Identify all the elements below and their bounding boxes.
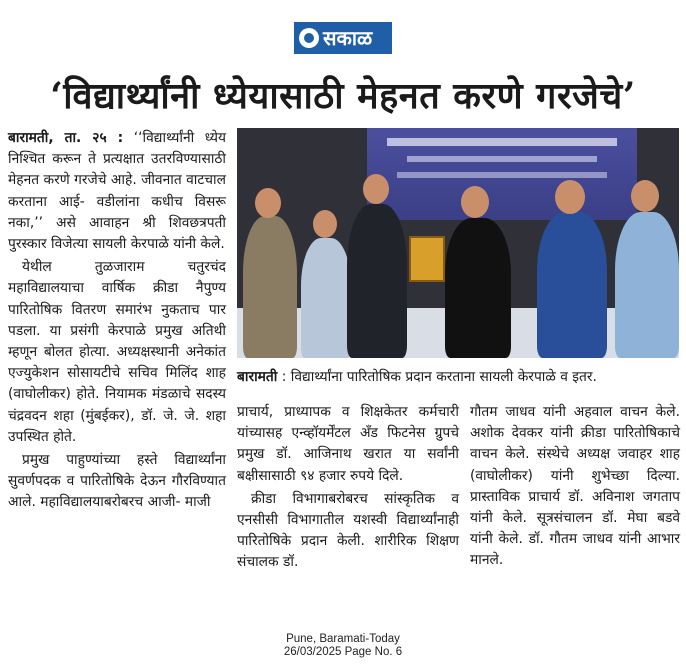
article-paragraph: प्रमुख पाहुण्यांच्या हस्ते विद्यार्थ्यांना सुवर्णपदक व पारितोषिके देऊन गौरविण्यात आले. महाविद्यालयाबरोबरच आजी- माजी (8, 452, 226, 511)
article-paragraph: क्रीडा विभागाबरोबरच सांस्कृतिक व एनसीसी विभागातील यशस्वी विद्यार्थ्यांनाही पारितोषिके प्रदान केली. शारीरिक शिक्षण संचालक डॉ. (237, 490, 459, 571)
sakal-emblem-icon (299, 28, 319, 48)
article-column-1 (8, 128, 226, 516)
trophy-plaque-icon (409, 236, 445, 282)
caption-place: बारामती (237, 369, 278, 385)
article-paragraph: गौतम जाधव यांनी अहवाल वाचन केले. अशोक देवकर यांनी क्रीडा पारितोषिकाचे वाचन केले. संस्थेचे अध्यक्ष जवाहर शाह (वाघोलीकर) यांनी शुभेच्छा दिल्या. प्रास्ताविक प्राचार्य डॉ. अविनाश जगताप यांनी केले. सूत्रसंचालन डॉ. मेघा बडवे यांनी केले. डॉ. गौतम जाधव यांनी आभार मानले. (470, 404, 680, 569)
newspaper-name: सकाळ (323, 26, 373, 50)
article-paragraph (8, 128, 226, 255)
caption-text: : विद्यार्थ्यांना पारितोषिक प्रदान करताना सायली केरपाळे व इतर. (277, 369, 597, 385)
article-paragraph: येथील तुळजाराम चतुरचंद महाविद्यालयाचा वार्षिक क्रीडा नैपुण्य पारितोषिक वितरण समारंभ नुकताच पार पडला. या प्रसंगी केरपाळे प्रमुख अतिथी म्हणून बोलत होत्या. अध्यक्षस्थानी अनेकांत एज्युकेशन सोसायटीचे सचिव मिलिंद शाह (वाघोलीकर) होते. नियामक मंडळाचे सदस्य चंद्रवदन शहा (मुंबईकर), डॉ. जे. जे. शहा उपस्थित होते. (8, 259, 226, 445)
article-column-3 (470, 402, 680, 574)
event-photo (237, 128, 679, 358)
article-paragraph: प्राचार्य, प्राध्यापक व शिक्षकेतर कर्मचारी यांच्यासह एन्व्हॉयर्मेंटल अँड फिटनेस ग्रुपचे प्रमुख डॉ. आजिनाथ खरात या सर्वांनी बक्षीसासाठी ९४ हजार रुपये दिले. (237, 404, 459, 484)
edition-label: Pune, Baramati-Today (286, 633, 400, 645)
lead-text: ‘‘विद्यार्थ्यांनी ध्येय निश्चित करून ते प्रत्यक्षात उतरविण्यासाठी मेहनत करणे गरजेचे आहे. जीवनात वाटचाल करताना आई- वडीलांना कधीच विसरू नका,’’ असे आवाहन श्री शिवछत्रपती पुरस्कार विजेत्या सायली केरपाळे यांनी केले. (8, 130, 226, 253)
newspaper-logo (294, 22, 392, 54)
photo-caption (237, 367, 679, 386)
article-column-2 (237, 402, 459, 576)
page-footer (0, 633, 686, 659)
dateline: बारामती, ता. २५ : (8, 130, 124, 146)
stage-banner (367, 128, 637, 220)
article-headline: ‘विद्यार्थ्यांनी ध्येयासाठी मेहनत करणे गरजेचे’ (50, 75, 636, 117)
date-page-label: 26/03/2025 Page No. 6 (283, 646, 403, 658)
